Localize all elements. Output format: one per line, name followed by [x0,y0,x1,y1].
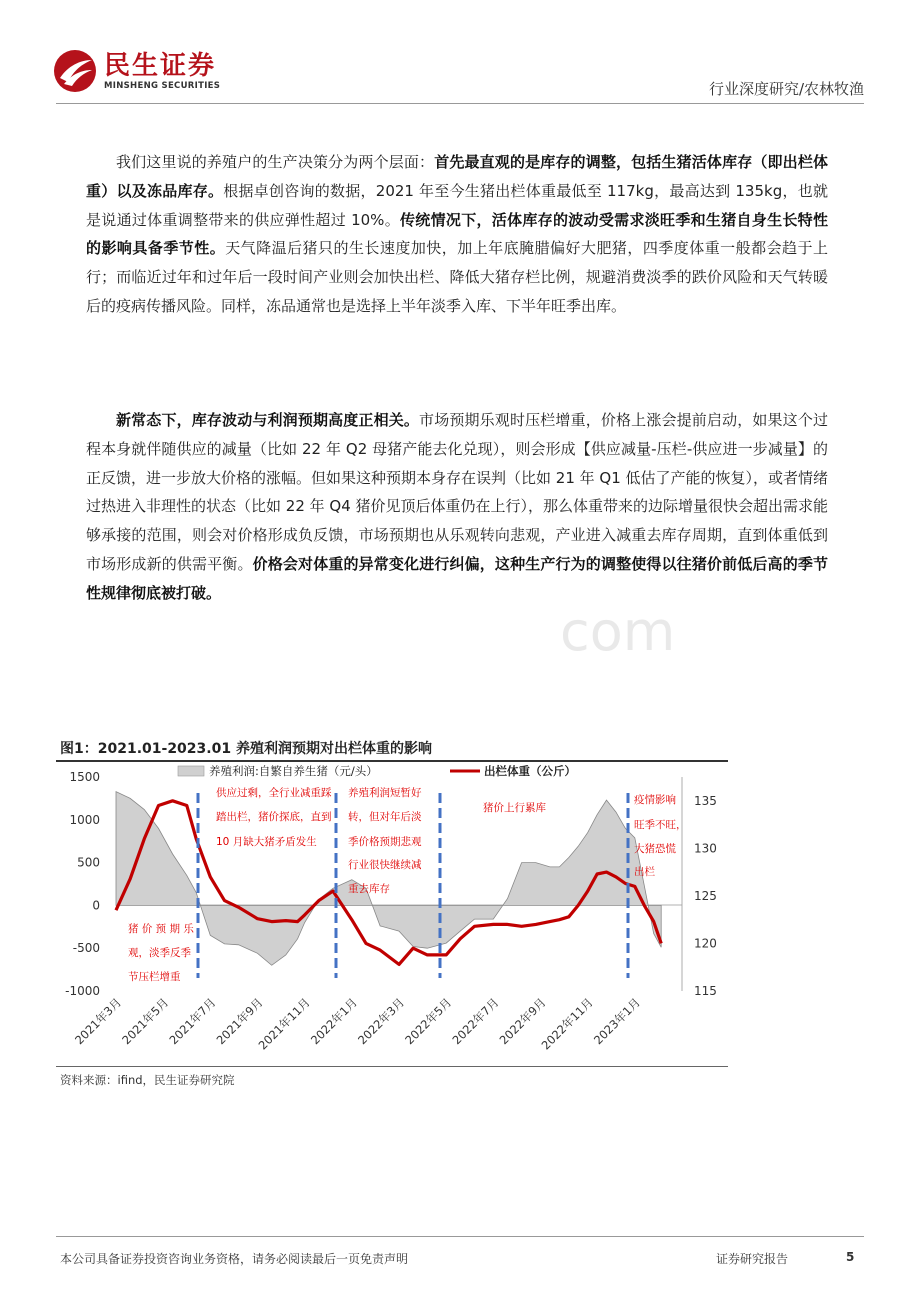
right-axis-ticks [694,794,717,998]
annotation-oversupply [216,786,335,848]
right-tick-label: 125 [694,888,717,903]
annotation-epidemic-line: 大猪恐慌 [634,843,676,855]
text-segment: 我们这里说的养殖户的生产决策分为两个层面： [116,153,435,171]
figure-source: 资料来源：ifind，民生证券研究院 [60,1073,235,1087]
bold-text-segment: 价格会对体重的异常变化进行纠偏，这种生产行为的调整使得以往猪价前低后高的季节性规律彻底被打破。 [86,554,828,602]
right-tick-label: 135 [694,793,717,808]
annotation-optimistic-line: 猪 价 预 期 乐 [128,923,194,935]
annotation-brief-profit-line: 季价格预期悲观 [348,836,422,848]
bold-text-segment: 传统情况下，活体库存的波动受需求淡旺季和生猪自身生长特性的影响具备季节性。 [86,210,828,258]
annotation-oversupply-line: 踏出栏，猪价探底，直到 [216,811,332,823]
annotation-price-up [483,801,546,814]
legend-line-label: 出栏体重（公斤） [484,764,576,778]
footer-report-type: 证券研究报告 [716,1252,789,1266]
logo-english-name: MINSHENG SECURITIES [104,80,221,91]
annotation-oversupply-line: 10 月缺大猪矛盾发生 [216,836,317,848]
x-tick-label: 2021年5月 [119,995,172,1048]
text-segment: 根据卓创咨询的数据，2021 年至今生猪出栏体重最低至 117kg，最高达到 135kg，也就是说通过体重调整带来的供应弹性超过 10%。 [86,181,828,229]
profit-weight-chart [56,761,728,1066]
body-paragraph-2 [86,406,828,608]
left-tick-label: 0 [92,898,100,913]
annotation-optimistic-line: 节压栏增重 [128,971,181,983]
x-tick-label: 2022年3月 [355,995,408,1048]
x-tick-label: 2021年7月 [166,995,219,1048]
left-tick-label: 1000 [69,812,100,827]
annotation-epidemic-line: 旺季不旺， [634,819,687,831]
x-tick-label: 2021年9月 [213,995,266,1048]
annotation-epidemic [634,793,690,878]
x-tick-label: 2023年1月 [590,995,643,1048]
right-tick-label: 120 [694,936,717,951]
annotation-brief-profit-line: 转，但对年后淡 [348,811,422,823]
x-tick-label: 2022年5月 [402,995,455,1048]
body-paragraph-1 [86,148,828,321]
report-section-label: 行业深度研究/农林牧渔 [708,80,864,98]
annotation-brief-profit-line: 养殖利润短暂好 [348,787,422,799]
left-tick-label: 500 [77,855,100,870]
watermark: com [560,600,676,663]
text-segment: 市场预期乐观时压栏增重，价格上涨会提前启动，如果这个过程本身就伴随供应的减量（比如 22 年 Q2 母猪产能去化兑现），则会形成【供应减量-压栏-供应进一步减量】的正反馈，进一步放大价格的涨幅。但如果这种预期本身存在误判（比如 21 年 Q1 低估了产能的恢复），或者情绪过热进入非理性的状态（比如 22 年 Q4 猪价见顶后体重仍在上行），那么体重带来的边际增量很快会超出需求能够承接的范围，则会对价格形成负反馈，市场预期也从乐观转向悲观，产业进入减重去库存周期，直到体重低到市场形成新的供需平衡。 [86,411,829,573]
figure-bottom-rule [56,1066,728,1067]
annotation-brief-profit [348,786,425,895]
x-tick-label: 2022年1月 [307,995,360,1048]
bold-text-segment: 新常态下，库存波动与利润预期高度正相关。 [116,411,420,429]
figure-title: 图1：2021.01-2023.01 养殖利润预期对出栏体重的影响 [60,741,432,757]
minsheng-logo-icon [52,48,98,94]
footer-divider [56,1236,864,1237]
logo-chinese-name: 民生证券 [104,50,217,81]
bold-text-segment: 首先最直观的是库存的调整，包括生猪活体库存（即出栏体重）以及冻品库存。 [86,153,828,200]
annotation-optimistic-line: 观，淡季反季 [128,947,191,959]
annotation-brief-profit-line: 行业很快继续减 [348,859,422,871]
left-tick-label: -1000 [65,984,100,998]
annotation-brief-profit-line: 重去库存 [348,883,390,895]
annotation-oversupply-line: 供应过剩，全行业减重踩 [216,787,332,799]
header-divider [56,103,864,104]
annotation-epidemic-line: 疫情影响 [634,794,676,806]
legend-area-label: 养殖利润:自繁自养生猪（元/头） [209,764,378,778]
page-number: 5 [846,1250,855,1264]
left-axis-ticks [65,770,100,998]
x-axis-ticks [72,995,643,1052]
paragraph-1-text [86,148,828,321]
legend-area-swatch [178,766,204,776]
annotation-price-up-line: 猪价上行累库 [483,802,546,814]
annotation-optimistic [128,922,197,983]
footer-disclaimer: 本公司具备证券投资咨询业务资格，请务必阅读最后一页免责声明 [60,1252,409,1266]
company-logo [52,48,220,94]
right-tick-label: 130 [694,841,717,856]
left-tick-label: -500 [72,941,100,956]
x-tick-label: 2022年11月 [538,995,596,1053]
x-tick-label: 2022年7月 [449,995,502,1048]
text-segment: 天气降温后猪只的生长速度加快，加上年底腌腊偏好大肥猪，四季度体重一般都会趋于上行；而临近过年和过年后一段时间产业则会加快出栏、降低大猪存栏比例，规避消费淡季的跌价风险和天气转暖后的疫病传播风险。同样，冻品通常也是选择上半年淡季入库、下半年旺季出库。 [86,239,828,315]
left-tick-label: 1500 [69,770,100,784]
x-tick-label: 2021年3月 [72,995,125,1048]
right-tick-label: 115 [694,984,717,998]
x-tick-label: 2022年9月 [496,995,549,1048]
x-tick-label: 2021年11月 [255,995,313,1053]
paragraph-2-text [86,406,828,608]
annotation-epidemic-line: 出栏 [634,866,655,878]
